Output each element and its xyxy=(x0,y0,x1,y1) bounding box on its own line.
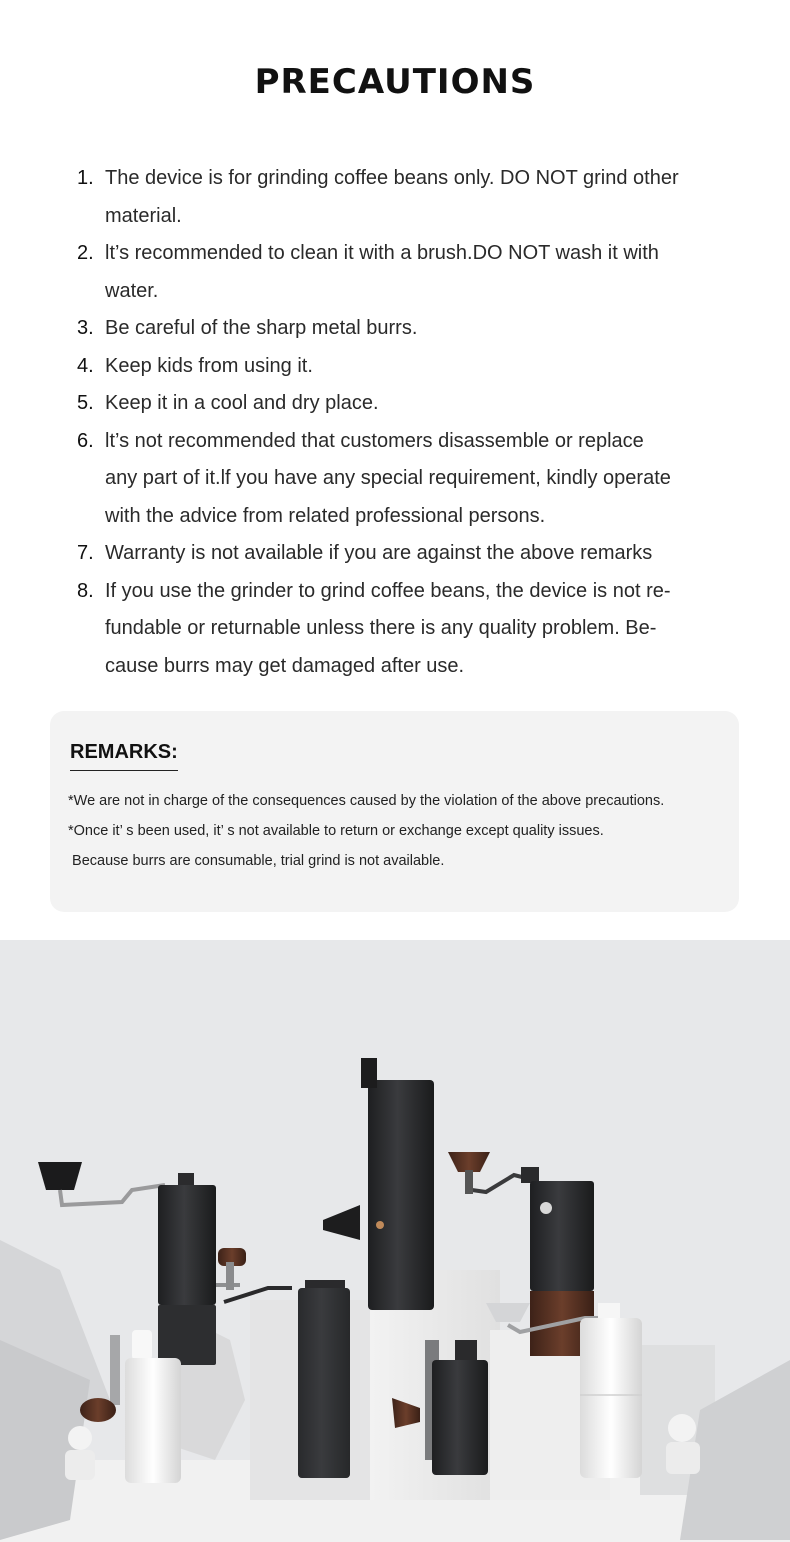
list-number: 8. xyxy=(77,579,94,602)
list-number: 1. xyxy=(77,167,94,189)
list-text: If you use the grinder to grind coffee beans, the device is not re- xyxy=(105,579,671,602)
list-item xyxy=(70,235,740,310)
remarks-line: *Once it’ s been used, it’ s not available to return or exchange except quality issues. xyxy=(68,823,604,839)
list-text: Keep it in a cool and dry place. xyxy=(105,392,379,414)
remarks-panel xyxy=(50,711,739,912)
list-number: 7. xyxy=(77,542,94,564)
list-text: Warranty is not available if you are against the above remarks xyxy=(105,542,653,564)
list-item xyxy=(70,423,740,536)
precautions-list xyxy=(70,160,740,685)
list-text: cause burrs may get damaged after use. xyxy=(105,654,465,677)
list-item xyxy=(70,160,740,235)
remarks-line: Because burrs are consumable, trial grind is not available. xyxy=(68,853,445,869)
list-text: Be careful of the sharp metal burrs. xyxy=(105,317,418,339)
page-title: PRECAUTIONS xyxy=(254,62,536,102)
list-number: 5. xyxy=(77,392,94,414)
list-item xyxy=(70,348,740,386)
bust-statue-left xyxy=(65,1426,95,1480)
list-number: 2. xyxy=(77,242,94,264)
list-text: lt’s recommended to clean it with a brush.DO NOT wash it with xyxy=(105,242,659,264)
list-item xyxy=(70,573,740,686)
list-item xyxy=(70,385,740,423)
list-number: 3. xyxy=(77,317,94,339)
list-number: 6. xyxy=(77,429,94,452)
grinders-illustration xyxy=(0,940,790,1542)
list-text: with the advice from related professional persons. xyxy=(105,504,546,527)
list-text: any part of it.lf you have any special requirement, kindly operate xyxy=(105,467,671,489)
remarks-line: *We are not in charge of the consequences caused by the violation of the above precautions. xyxy=(68,793,665,809)
list-text: Keep kids from using it. xyxy=(105,354,313,377)
list-item xyxy=(70,310,740,348)
list-text: water. xyxy=(105,279,159,302)
list-item xyxy=(70,535,740,573)
list-text: fundable or returnable unless there is any quality problem. Be- xyxy=(105,617,657,639)
remarks-heading: REMARKS: xyxy=(70,741,178,771)
bust-statue-right xyxy=(666,1414,700,1474)
list-text: material. xyxy=(105,204,182,227)
list-text: lt’s not recommended that customers disassemble or replace xyxy=(105,429,644,452)
product-photo xyxy=(0,940,790,1542)
list-number: 4. xyxy=(77,354,94,377)
grinder-dark-center xyxy=(323,1058,434,1310)
list-text: The device is for grinding coffee beans only. DO NOT grind other xyxy=(105,167,679,189)
